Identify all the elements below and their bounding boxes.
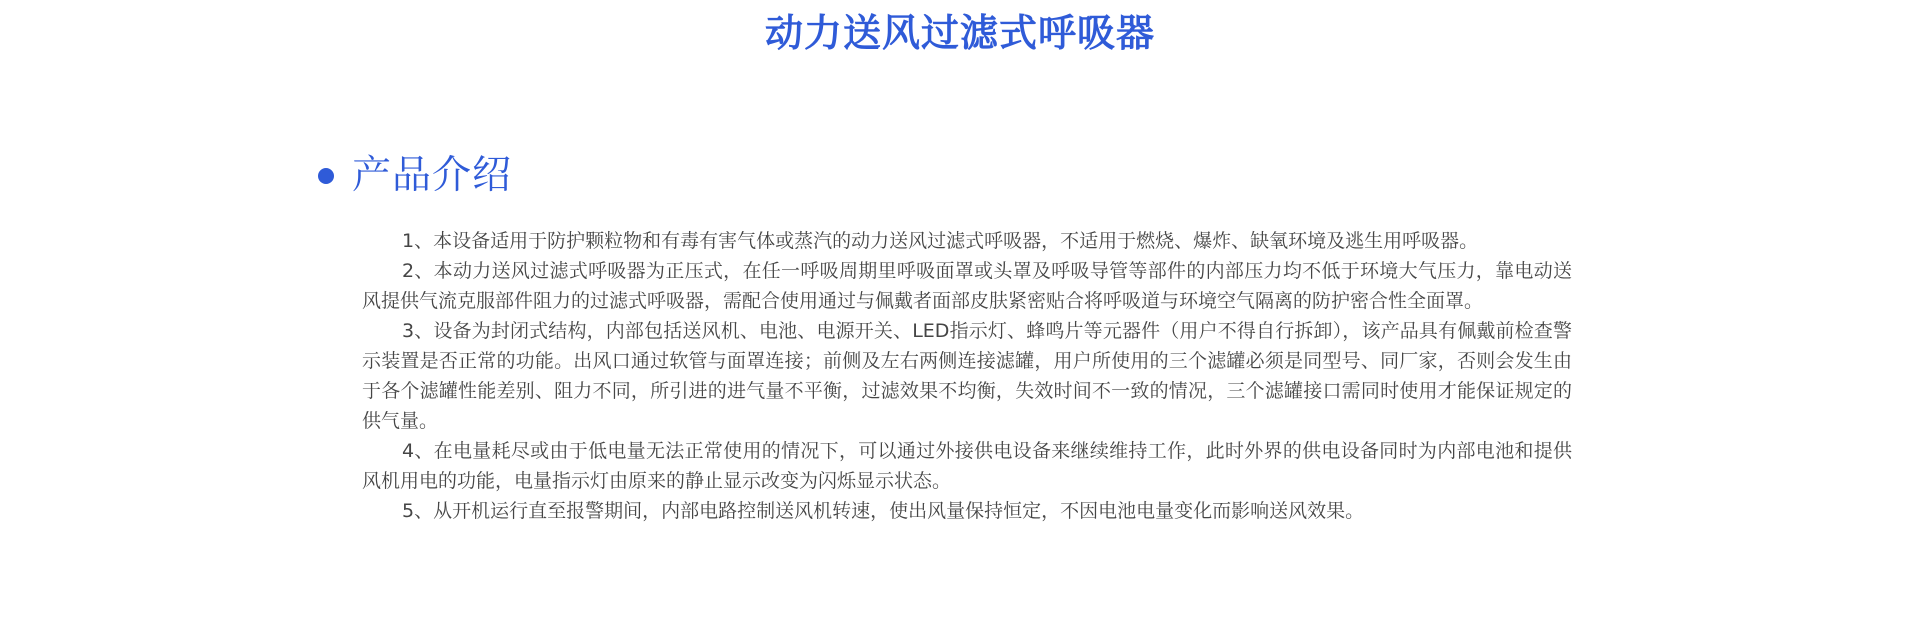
product-description xyxy=(362,226,1572,526)
bullet-dot-icon xyxy=(318,168,334,184)
paragraph-5: 5、从开机运行直至报警期间，内部电路控制送风机转速，使出风量保持恒定，不因电池电量变化而影响送风效果。 xyxy=(402,500,1365,522)
page-title: 动力送风过滤式呼吸器 xyxy=(764,11,1155,55)
section-title: 产品介绍 xyxy=(352,153,513,198)
paragraph-2: 2、本动力送风过滤式呼吸器为正压式，在任一呼吸周期里呼吸面罩或头罩及呼吸导管等部件的内部压力均不低于环境大气压力，靠电动送风提供气流克服部件阻力的过滤式呼吸器，需配合使用通过与佩戴者面部皮肤紧密贴合将呼吸道与环境空气隔离的防护密合性全面罩。 xyxy=(362,260,1572,312)
paragraph-4: 4、在电量耗尽或由于低电量无法正常使用的情况下，可以通过外接供电设备来继续维持工作，此时外界的供电设备同时为内部电池和提供风机用电的功能，电量指示灯由原来的静止显示改变为闪烁显示状态。 xyxy=(362,440,1572,492)
section-heading xyxy=(318,150,512,202)
paragraph-3: 3、设备为封闭式结构，内部包括送风机、电池、电源开关、LED指示灯、蜂鸣片等元器件（用户不得自行拆卸），该产品具有佩戴前检查警示装置是否正常的功能。出风口通过软管与面罩连接；前侧及左右两侧连接滤罐，用户所使用的三个滤罐必须是同型号、同厂家，否则会发生由于各个滤罐性能差别、阻力不同，所引进的进气量不平衡，过滤效果不均衡，失效时间不一致的情况，三个滤罐接口需同时使用才能保证规定的供气量。 xyxy=(362,320,1572,432)
paragraph-1: 1、本设备适用于防护颗粒物和有毒有害气体或蒸汽的动力送风过滤式呼吸器，不适用于燃烧、爆炸、缺氧环境及逃生用呼吸器。 xyxy=(402,230,1479,252)
